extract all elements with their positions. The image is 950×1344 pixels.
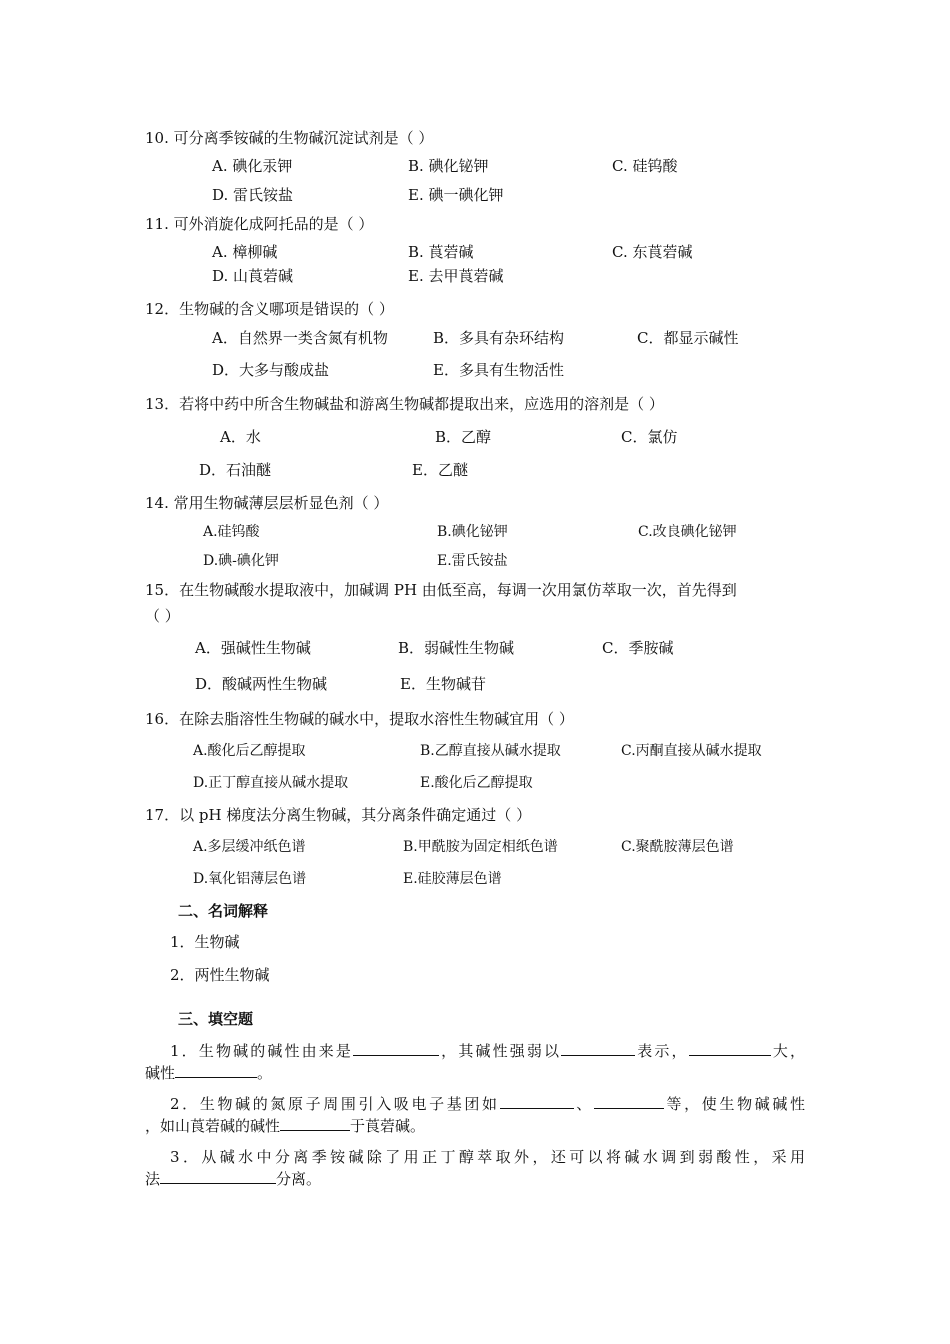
q12-option-e: E．多具有生物活性: [433, 361, 564, 379]
q16-option-c: C.丙酮直接从碱水提取: [621, 743, 762, 759]
fill-question-3-line-1: [170, 1147, 805, 1167]
question-14-stem: 14. 常用生物碱薄层层析显色剂（ ）: [145, 494, 389, 512]
q12-option-a: A．自然界一类含氮有机物: [212, 329, 388, 347]
fill3-text-3: 分离。: [276, 1170, 322, 1188]
question-16-stem: 16．在除去脂溶性生物碱的碱水中，提取水溶性生物碱宜用（ ）: [145, 710, 574, 728]
q14-option-e: E.雷氏铵盐: [437, 553, 508, 569]
q11-option-a: A. 樟柳碱: [212, 243, 278, 261]
term-item-2: 2．两性生物碱: [170, 966, 270, 984]
q17-option-d: D.氧化铝薄层色谱: [193, 871, 307, 887]
q14-option-c: C.改良碘化铋钾: [638, 524, 737, 540]
q10-option-b: B. 碘化铋钾: [408, 157, 489, 175]
q10-option-d: D. 雷氏铵盐: [212, 186, 294, 204]
q16-option-d: D.正丁醇直接从碱水提取: [193, 775, 349, 791]
fill2-text-5: 于莨菪碱。: [350, 1117, 426, 1135]
q15-option-e: E．生物碱苷: [400, 675, 486, 693]
section-heading-fill-in-blanks: 三、填空题: [178, 1010, 254, 1028]
fill2-blank-2[interactable]: [594, 1094, 664, 1109]
q14-option-b: B.碘化铋钾: [437, 524, 508, 540]
q13-option-b: B．乙醇: [435, 428, 492, 446]
fill2-text-3: 等，使生物碱碱性: [663, 1095, 805, 1113]
q11-option-d: D. 山莨菪碱: [212, 267, 294, 285]
fill3-text-1: 3．从碱水中分离季铵碱除了用正丁醇萃取外，还可以将碱水调到弱酸性，采用: [170, 1148, 805, 1166]
q13-option-c: C．氯仿: [621, 428, 678, 446]
q11-option-b: B. 莨菪碱: [408, 243, 474, 261]
q16-option-b: B.乙醇直接从碱水提取: [420, 743, 561, 759]
fill1-blank-1[interactable]: [353, 1041, 439, 1056]
fill2-blank-1[interactable]: [500, 1094, 574, 1109]
question-15-stem-continued: （ ）: [145, 607, 180, 625]
q13-option-e: E．乙醚: [412, 461, 468, 479]
q15-option-c: C．季胺碱: [602, 639, 674, 657]
fill2-text-1: 2．生物碱的氮原子周围引入吸电子基团如: [170, 1095, 500, 1113]
q16-option-e: E.酸化后乙醇提取: [420, 775, 533, 791]
term-item-1: 1．生物碱: [170, 933, 240, 951]
question-10-stem: 10. 可分离季铵碱的生物碱沉淀试剂是（ ）: [145, 129, 434, 147]
q10-option-a: A. 碘化汞钾: [212, 157, 293, 175]
q12-option-d: D．大多与酸成盐: [212, 361, 330, 379]
fill1-text-4: 大，: [770, 1042, 805, 1060]
q12-option-c: C．都显示碱性: [637, 329, 739, 347]
fill3-blank-1[interactable]: [160, 1169, 276, 1184]
fill1-blank-2[interactable]: [561, 1041, 635, 1056]
q14-option-a: A.硅钨酸: [203, 524, 260, 540]
fill1-text-6: 。: [257, 1064, 273, 1082]
q14-option-d: D.碘-碘化钾: [203, 553, 279, 569]
q12-option-b: B．多具有杂环结构: [433, 329, 565, 347]
question-13-stem: 13．若将中药中所含生物碱盐和游离生物碱都提取出来，应选用的溶剂是（ ）: [145, 395, 664, 413]
q13-option-d: D．石油醚: [199, 461, 272, 479]
question-11-stem: 11. 可外消旋化成阿托品的是（ ）: [145, 215, 374, 233]
q15-option-d: D．酸碱两性生物碱: [195, 675, 328, 693]
q10-option-c: C. 硅钨酸: [612, 157, 678, 175]
fill1-blank-4[interactable]: [175, 1063, 257, 1078]
q17-option-b: B.甲酰胺为固定相纸色谱: [403, 839, 558, 855]
q16-option-a: A.酸化后乙醇提取: [193, 743, 306, 759]
question-15-stem: 15．在生物碱酸水提取液中，加碱调 PH 由低至高，每调一次用氯仿萃取一次，首先得到: [145, 581, 737, 599]
fill2-blank-3[interactable]: [280, 1116, 350, 1131]
q17-option-c: C.聚酰胺薄层色谱: [621, 839, 734, 855]
q17-option-a: A.多层缓冲纸色谱: [193, 839, 306, 855]
question-17-stem: 17．以 pH 梯度法分离生物碱，其分离条件确定通过（ ）: [145, 806, 532, 824]
question-12-stem: 12．生物碱的含义哪项是错误的（ ）: [145, 300, 394, 318]
fill1-blank-3[interactable]: [689, 1041, 771, 1056]
fill-question-3-line-2: [145, 1169, 321, 1189]
section-heading-term-definitions: 二、名词解释: [178, 902, 269, 920]
fill-question-1-line-2: [145, 1063, 272, 1083]
fill2-text-4: ，如山莨菪碱的碱性: [145, 1117, 281, 1135]
q15-option-a: A．强碱性生物碱: [195, 639, 311, 657]
q11-option-e: E. 去甲莨菪碱: [408, 267, 504, 285]
q15-option-b: B．弱碱性生物碱: [398, 639, 515, 657]
q11-option-c: C. 东莨菪碱: [612, 243, 693, 261]
fill-question-2-line-2: [145, 1116, 425, 1136]
fill1-text-1: 1．生物碱的碱性由来是: [170, 1042, 354, 1060]
fill3-text-2: 法: [145, 1170, 161, 1188]
fill-question-2-line-1: [170, 1094, 805, 1114]
fill1-text-3: 表示，: [635, 1042, 689, 1060]
q13-option-a: A．水: [220, 428, 261, 446]
fill-question-1-line-1: [170, 1041, 805, 1061]
q10-option-e: E. 碘一碘化钾: [408, 186, 504, 204]
fill1-text-5: 碱性: [145, 1064, 176, 1082]
q17-option-e: E.硅胶薄层色谱: [403, 871, 502, 887]
fill2-text-2: 、: [573, 1095, 594, 1113]
fill1-text-2: ，其碱性强弱以: [439, 1042, 562, 1060]
